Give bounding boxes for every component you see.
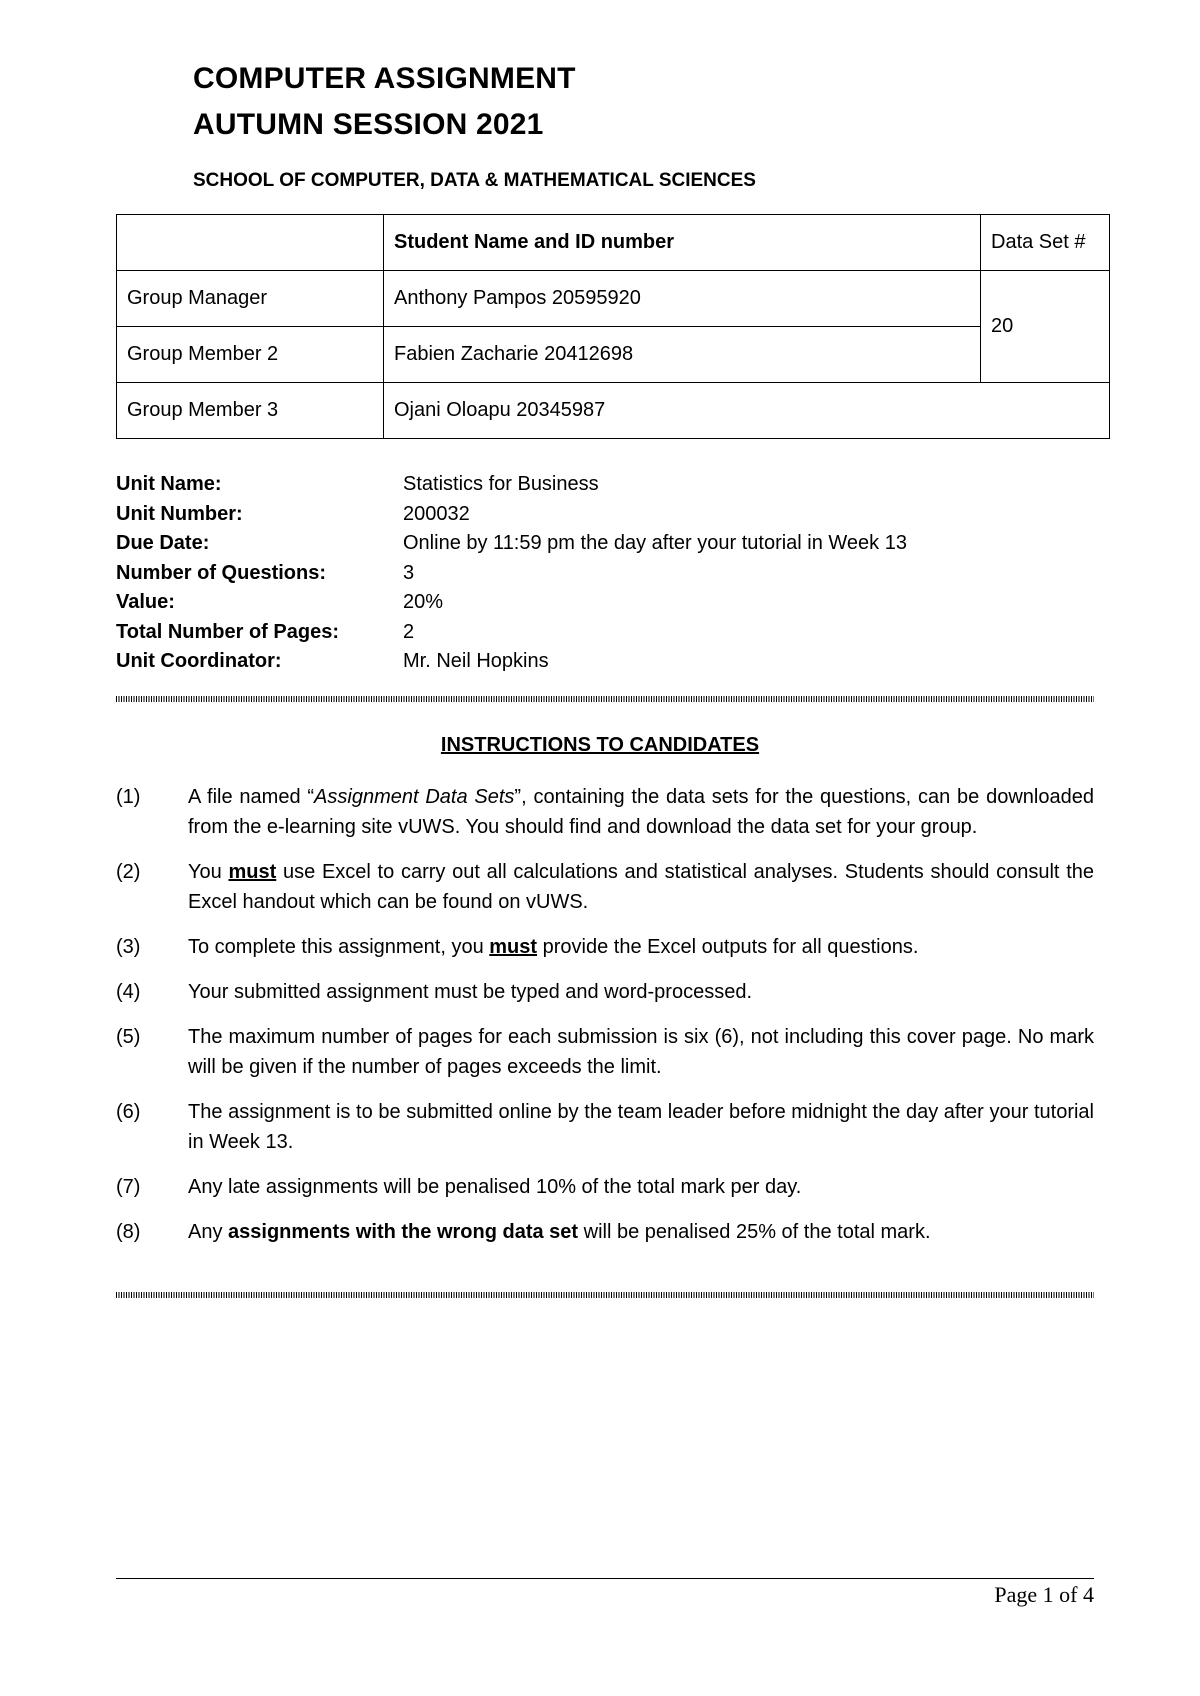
item-number: (2) bbox=[116, 861, 141, 883]
item-text: The maximum number of pages for each submission is six (6), not including this cover page. No mark will be given if the number of pages exceeds the limit. bbox=[188, 1026, 1094, 1078]
item-text: The assignment is to be submitted online by the team leader before midnight the day after your tutorial in Week 13. bbox=[188, 1101, 1094, 1153]
unit-info-value: Online by 11:59 pm the day after your tutorial in Week 13 bbox=[403, 532, 907, 554]
item-text: A file named “Assignment Data Sets”, containing the data sets for the questions, can be downloaded from the e-learning site vUWS. You should find and download the data set for your group. bbox=[188, 786, 1094, 838]
unit-info-label: Due Date: bbox=[116, 532, 210, 554]
school-name: SCHOOL OF COMPUTER, DATA & MATHEMATICAL SCIENCES bbox=[193, 170, 756, 191]
unit-info-label: Total Number of Pages: bbox=[116, 620, 339, 643]
unit-info-label: Unit Coordinator: bbox=[116, 650, 282, 672]
list-item bbox=[116, 1217, 1094, 1247]
unit-info-row bbox=[116, 500, 907, 530]
item-text: To complete this assignment, you must provide the Excel outputs for all questions. bbox=[188, 936, 919, 958]
group-members-table bbox=[116, 214, 1110, 439]
member-student: Ojani Oloapu 20345987 bbox=[384, 383, 1110, 439]
strong-text: must bbox=[228, 861, 277, 883]
dotted-divider bbox=[116, 696, 1094, 702]
unit-info-value: 200032 bbox=[403, 502, 470, 525]
unit-info-value: 2 bbox=[403, 620, 415, 643]
list-item bbox=[116, 977, 1094, 1007]
unit-info-value: Mr. Neil Hopkins bbox=[403, 650, 549, 672]
unit-info-row bbox=[116, 647, 907, 677]
list-item bbox=[116, 932, 1094, 962]
item-text: You must use Excel to carry out all calculations and statistical analyses. Students should consult the Excel handout which can be found on vUWS. bbox=[188, 861, 1094, 913]
title-line-1: COMPUTER ASSIGNMENT bbox=[193, 62, 576, 95]
table-header-row bbox=[117, 215, 1110, 271]
unit-info-label: Unit Name: bbox=[116, 473, 222, 495]
unit-info-value: 3 bbox=[403, 561, 415, 584]
unit-info-label: Unit Number: bbox=[116, 502, 243, 525]
list-item bbox=[116, 857, 1094, 917]
item-number: (6) bbox=[116, 1101, 141, 1123]
unit-info-label: Value: bbox=[116, 591, 175, 613]
unit-info-value: 20% bbox=[403, 591, 444, 613]
title-line-2: AUTUMN SESSION 2021 bbox=[193, 108, 544, 141]
table-header-empty bbox=[117, 215, 384, 271]
instructions-list bbox=[116, 782, 1094, 1262]
member-student: Anthony Pampos 20595920 bbox=[384, 271, 981, 327]
unit-info-row bbox=[116, 529, 907, 559]
item-text: Any assignments with the wrong data set will be penalised 25% of the total mark. bbox=[188, 1221, 931, 1243]
table-row bbox=[117, 271, 1110, 327]
table-header-dataset: Data Set # bbox=[981, 215, 1110, 271]
list-item bbox=[116, 1097, 1094, 1157]
unit-info-row bbox=[116, 470, 907, 500]
instructions-heading: INSTRUCTIONS TO CANDIDATES bbox=[440, 734, 760, 756]
item-number: (4) bbox=[116, 981, 141, 1003]
unit-info-value: Statistics for Business bbox=[403, 473, 599, 495]
unit-info-label: Number of Questions: bbox=[116, 561, 327, 584]
table-header-student: Student Name and ID number bbox=[384, 215, 981, 271]
table-row bbox=[117, 327, 1110, 383]
unit-info-row bbox=[116, 559, 907, 589]
strong-text: must bbox=[489, 936, 538, 958]
item-text: Your submitted assignment must be typed and word-processed. bbox=[188, 981, 753, 1003]
list-item bbox=[116, 1172, 1094, 1202]
member-role: Group Member 2 bbox=[117, 327, 384, 383]
footer-rule bbox=[116, 1578, 1094, 1579]
member-role: Group Member 3 bbox=[117, 383, 384, 439]
member-role: Group Manager bbox=[117, 271, 384, 327]
item-number: (8) bbox=[116, 1221, 141, 1243]
unit-info bbox=[116, 470, 907, 677]
list-item bbox=[116, 1022, 1094, 1082]
member-student: Fabien Zacharie 20412698 bbox=[384, 327, 981, 383]
list-item bbox=[116, 782, 1094, 842]
unit-info-row bbox=[116, 588, 907, 618]
item-number: (1) bbox=[116, 786, 141, 808]
item-number: (5) bbox=[116, 1026, 141, 1048]
table-row bbox=[117, 383, 1110, 439]
item-text: Any late assignments will be penalised 10% of the total mark per day. bbox=[188, 1176, 802, 1198]
dotted-divider bbox=[116, 1292, 1094, 1298]
page-number: Page 1 of 4 bbox=[994, 1582, 1094, 1607]
item-number: (3) bbox=[116, 936, 141, 958]
strong-text: assignments with the wrong data set bbox=[228, 1221, 579, 1243]
emphasis-text: Assignment Data Sets bbox=[314, 786, 515, 808]
data-set-number: 20 bbox=[981, 271, 1110, 383]
unit-info-row bbox=[116, 618, 907, 648]
item-number: (7) bbox=[116, 1176, 141, 1198]
